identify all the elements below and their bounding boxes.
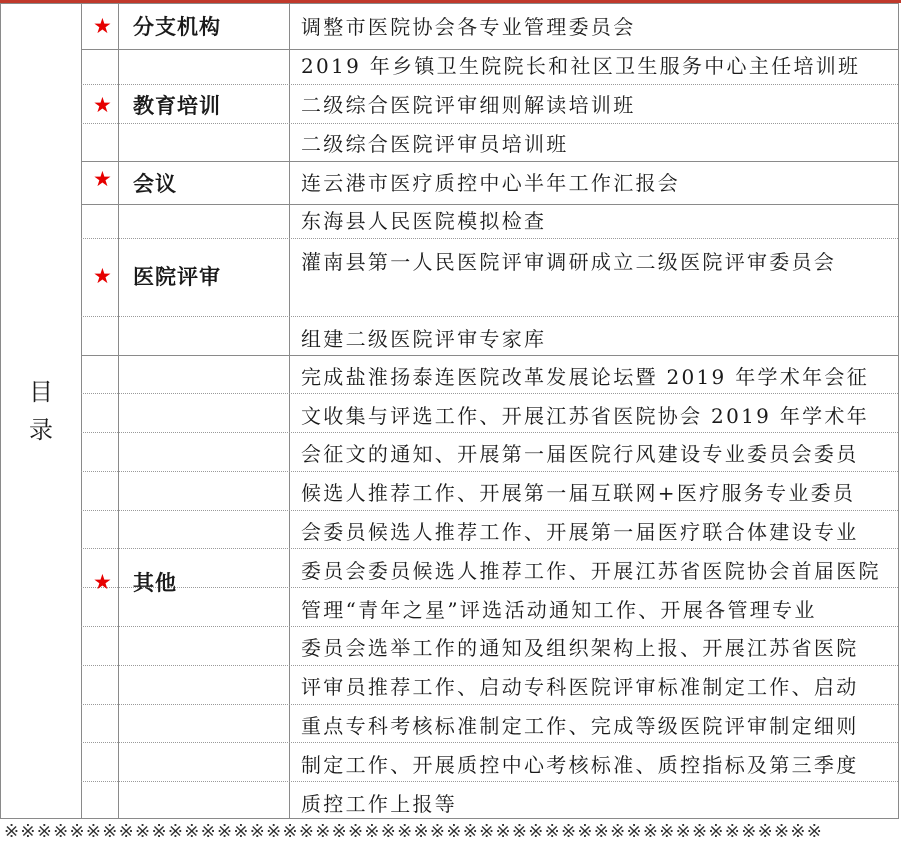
section-separator <box>81 355 898 356</box>
star-icon: ★ <box>93 93 112 117</box>
row-separator <box>81 238 898 239</box>
column-divider <box>81 4 82 818</box>
toc-entry[interactable]: 调整市医院协会各专业管理委员会 <box>301 15 636 39</box>
toc-text-line: 质控工作上报等 <box>301 792 458 816</box>
footer-divider: ※※※※※※※※※※※※※※※※※※※※※※※※※※※※※※※※※※※※※※※※※※※※※※※※※※ <box>4 821 824 842</box>
row-separator <box>81 626 898 627</box>
row-separator <box>81 587 898 588</box>
toc-entry[interactable]: 组建二级医院评审专家库 <box>301 327 547 351</box>
toc-text-line: 委员会委员候选人推荐工作、开展江苏省医院协会首届医院 <box>301 559 881 583</box>
row-separator <box>81 548 898 549</box>
toc-title-cell <box>1 4 81 818</box>
row-separator <box>81 510 898 511</box>
row-separator <box>81 84 898 85</box>
row-separator <box>81 393 898 394</box>
toc-entry[interactable]: 二级综合医院评审员培训班 <box>301 132 569 156</box>
toc-text-line: 会征文的通知、开展第一届医院行风建设专业委员会委员 <box>301 442 859 466</box>
section-title-meeting[interactable]: 会议 <box>133 171 177 196</box>
toc-text-line: 完成盐淮扬泰连医院改革发展论坛暨 2019 年学术年会征 <box>301 365 870 389</box>
toc-text-line: 文收集与评选工作、开展江苏省医院协会 2019 年学术年 <box>301 404 870 428</box>
toc-entry[interactable]: 灌南县第一人民医院评审调研成立二级医院评审委员会 <box>301 250 837 274</box>
row-separator <box>81 781 898 782</box>
row-separator <box>81 665 898 666</box>
row-separator <box>81 316 898 317</box>
row-separator <box>81 742 898 743</box>
toc-text-line: 会委员候选人推荐工作、开展第一届医疗联合体建设专业 <box>301 520 859 544</box>
section-separator <box>81 161 898 162</box>
column-divider <box>118 4 119 818</box>
section-separator <box>81 49 898 50</box>
toc-text-line: 候选人推荐工作、开展第一届互联网+医疗服务专业委员 <box>301 481 856 505</box>
section-title-other[interactable]: 其他 <box>133 570 177 595</box>
toc-text-line: 重点专科考核标准制定工作、完成等级医院评审制定细则 <box>301 714 859 738</box>
row-separator <box>81 704 898 705</box>
row-separator <box>81 471 898 472</box>
toc-text-line: 制定工作、开展质控中心考核标准、质控指标及第三季度 <box>301 753 859 777</box>
section-title-hospital-review[interactable]: 医院评审 <box>133 264 221 289</box>
row-separator <box>81 123 898 124</box>
toc-entry[interactable]: 二级综合医院评审细则解读培训班 <box>301 93 636 117</box>
toc-text-line: 委员会选举工作的通知及组织架构上报、开展江苏省医院 <box>301 636 859 660</box>
toc-entry[interactable]: 连云港市医疗质控中心半年工作汇报会 <box>301 171 681 195</box>
table-of-contents <box>0 3 899 819</box>
star-icon: ★ <box>93 570 112 594</box>
section-title-branch[interactable]: 分支机构 <box>133 14 221 39</box>
toc-title: 目录 <box>29 378 53 444</box>
toc-entry[interactable]: 2019 年乡镇卫生院院长和社区卫生服务中心主任培训班 <box>301 54 861 78</box>
toc-entry[interactable]: 东海县人民医院模拟检查 <box>301 209 547 233</box>
section-separator <box>81 204 898 205</box>
star-icon: ★ <box>93 264 112 288</box>
star-icon: ★ <box>93 167 112 191</box>
column-divider <box>289 4 290 818</box>
toc-text-line: 评审员推荐工作、启动专科医院评审标准制定工作、启动 <box>301 675 859 699</box>
section-title-training[interactable]: 教育培训 <box>133 93 221 118</box>
star-icon: ★ <box>93 14 112 38</box>
toc-text-line: 管理“青年之星”评选活动通知工作、开展各管理专业 <box>301 598 817 622</box>
row-separator <box>81 432 898 433</box>
